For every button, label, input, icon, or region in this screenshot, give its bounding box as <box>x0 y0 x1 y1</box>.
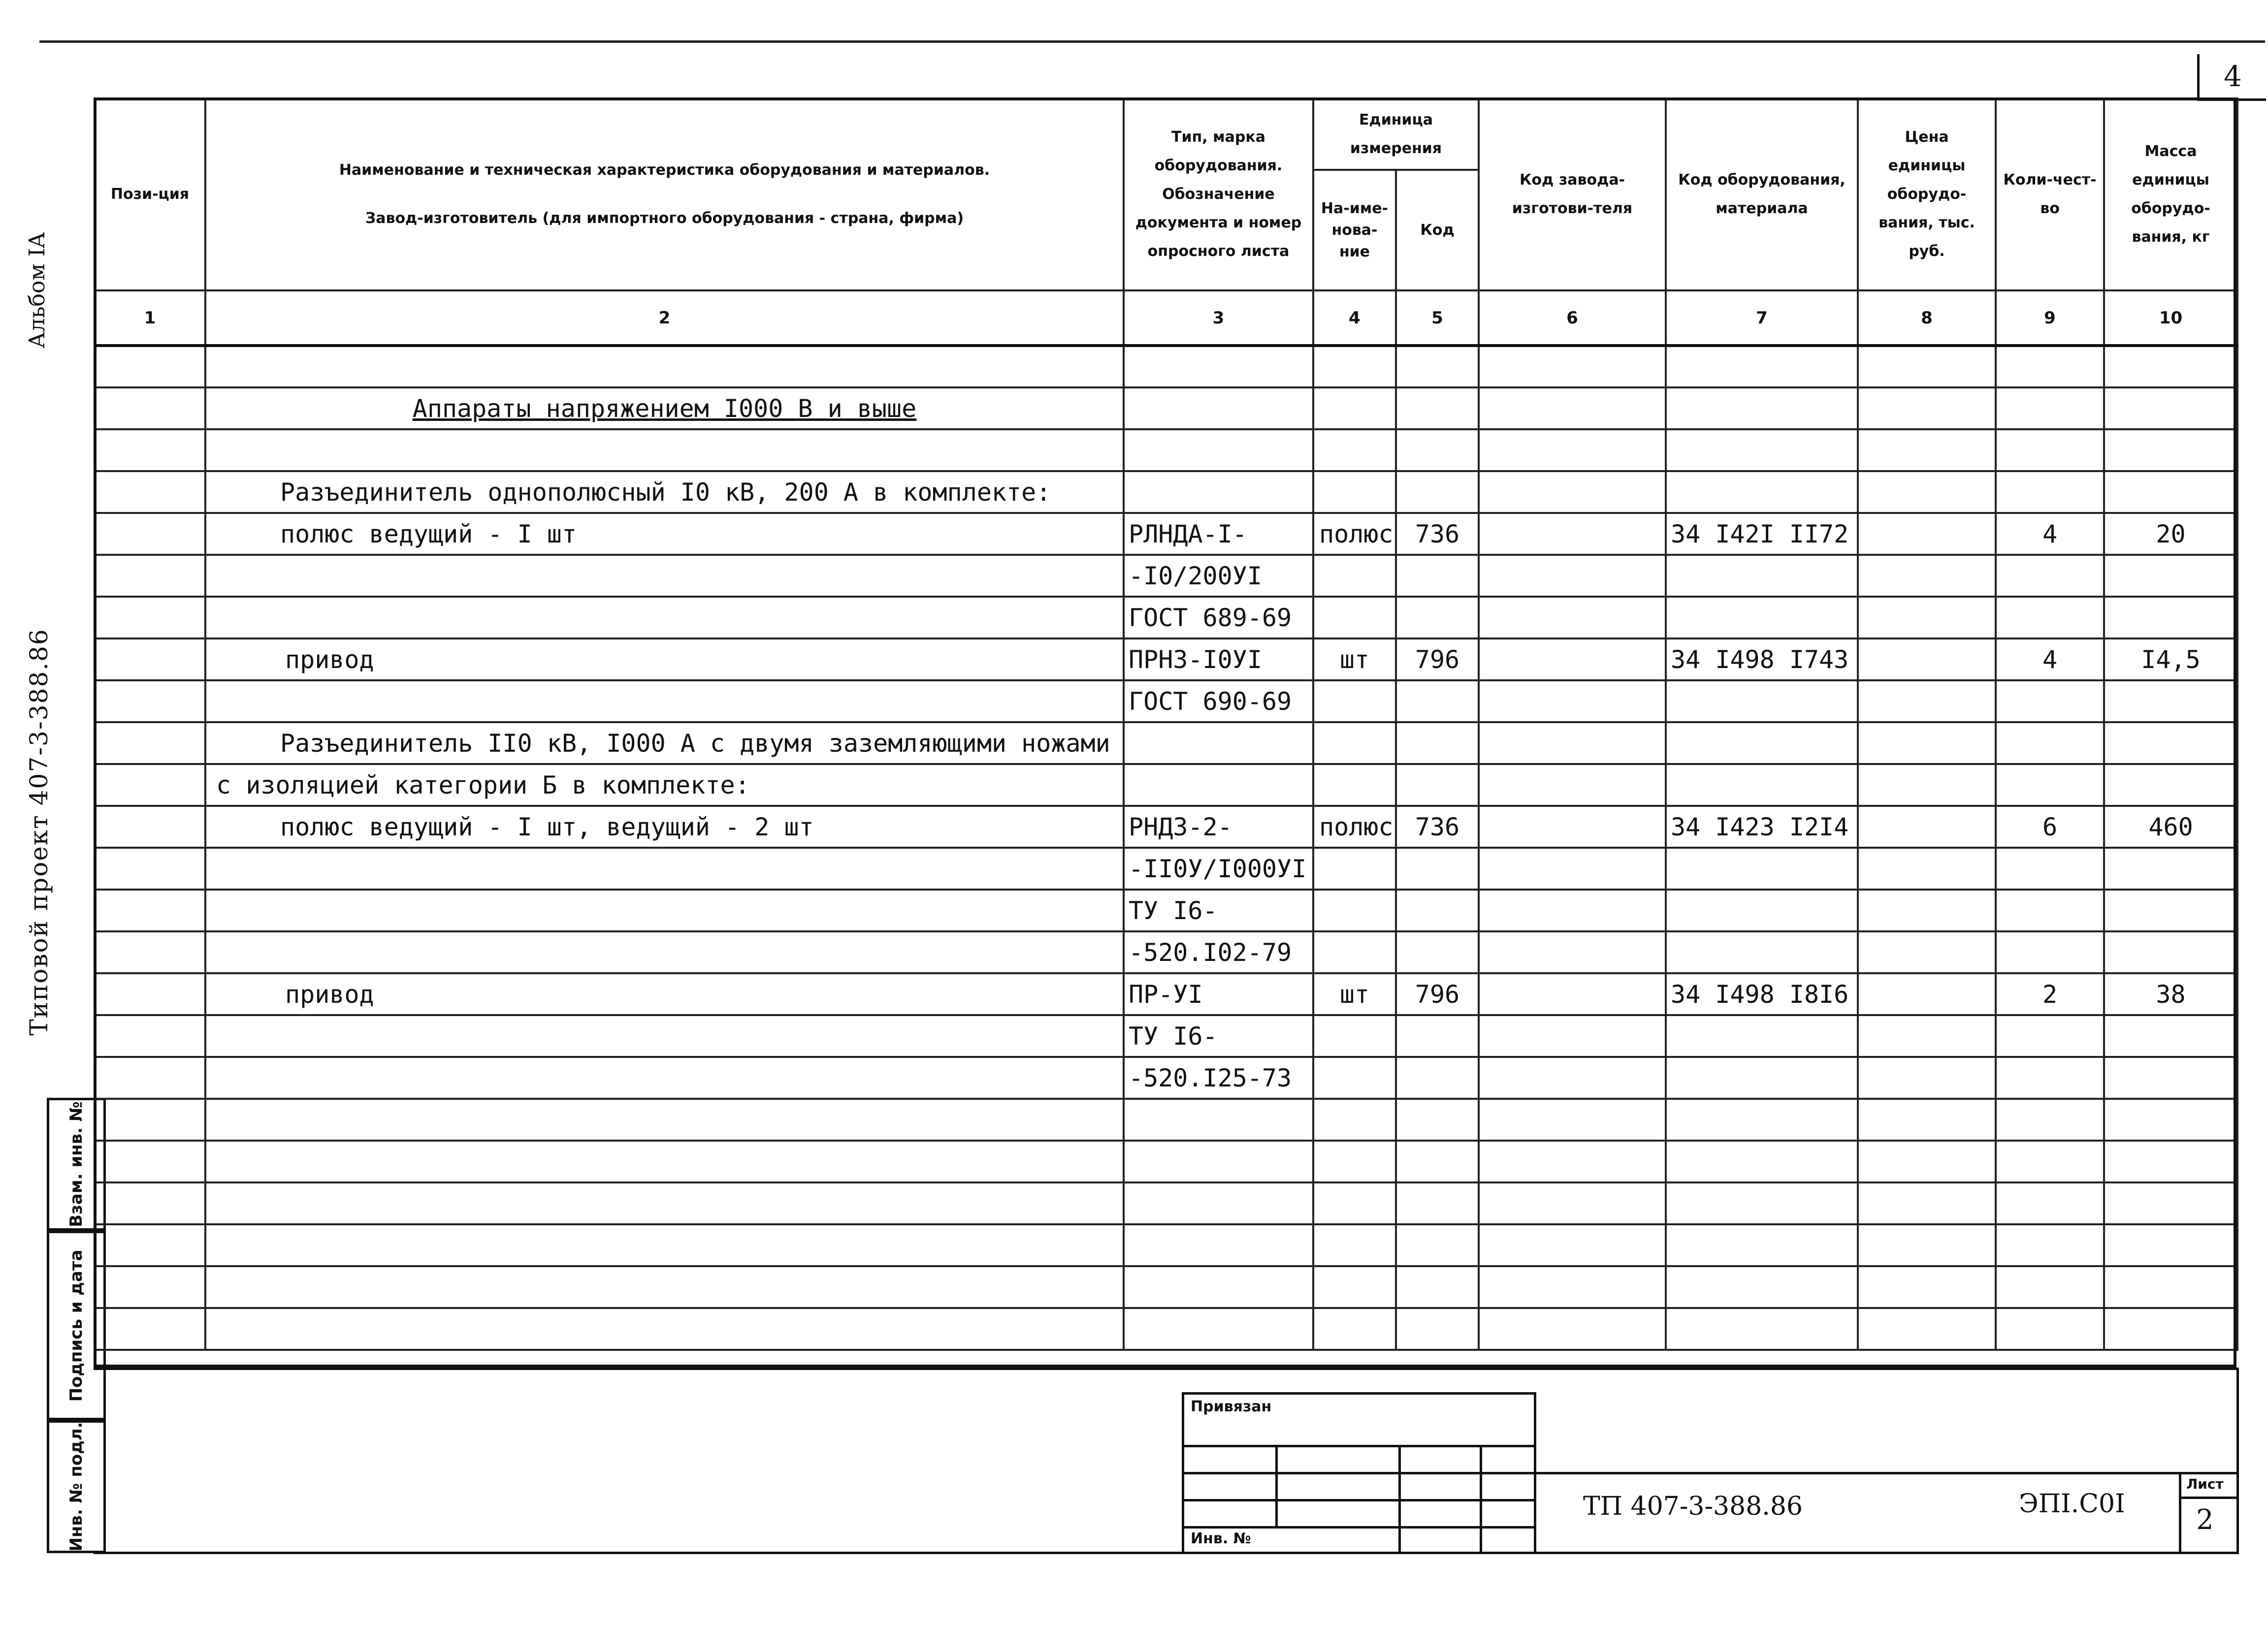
cell-type: -I0/200УI <box>1124 555 1313 597</box>
cell-unit: шт <box>1313 638 1396 680</box>
cell-type: ТУ I6- <box>1124 890 1313 931</box>
column-number: 8 <box>1858 290 1996 346</box>
cell-type: -520.I02-79 <box>1124 931 1313 973</box>
header-factory-code: Код завода-изготови-теля <box>1479 98 1666 290</box>
cell-mass: 20 <box>2104 513 2237 555</box>
cell-ucode: 796 <box>1396 973 1479 1015</box>
title-block-bottom-line <box>94 1552 2236 1554</box>
column-number: 9 <box>1996 290 2104 346</box>
cell-type: -520.I25-73 <box>1124 1057 1313 1099</box>
cell-ecode: 34 I498 I743 <box>1666 638 1858 680</box>
cell-ucode: 736 <box>1396 513 1479 555</box>
cell-mass: 38 <box>2104 973 2237 1015</box>
column-number: 1 <box>95 290 205 346</box>
inv-podl-label: Инв. № подл. <box>66 1422 86 1552</box>
code-line <box>1536 1472 2236 1474</box>
cell-type: ГОСТ 689-69 <box>1124 597 1313 638</box>
cell-ucode: 796 <box>1396 638 1479 680</box>
column-number: 4 <box>1313 290 1396 346</box>
cell-qty: 2 <box>1996 973 2104 1015</box>
sheet-code: ЭПI.С0I <box>2019 1489 2125 1519</box>
cell-unit: полюс <box>1313 513 1396 555</box>
bound-line-3 <box>1182 1499 1536 1501</box>
vzam-inv-label: Взам. инв. № <box>66 1101 86 1227</box>
sheet-label: Лист <box>2186 1476 2224 1492</box>
title-block-top-line <box>94 1368 2236 1370</box>
column-number: 10 <box>2104 290 2237 346</box>
project-label: Типовой проект 407-3-388.86 <box>25 628 53 1036</box>
top-rule <box>39 40 2265 43</box>
header-name-line1: Наименование и техническая характеристика оборудования и материалов. <box>339 161 990 179</box>
cell-ecode: 34 I498 I8I6 <box>1666 973 1858 1015</box>
cell-qty: 6 <box>1996 806 2104 848</box>
cell-qty: 4 <box>1996 513 2104 555</box>
inv-podl-box <box>47 1420 106 1553</box>
cell-type: ПРНЗ-I0УI <box>1124 638 1313 680</box>
header-name-line2: Завод-изготовитель (для импортного оборудования - страна, фирма) <box>365 210 964 227</box>
table-frame <box>94 97 2236 1368</box>
bound-vline-2 <box>1398 1445 1401 1554</box>
header-type: Тип, марка оборудования. Обозначение документа и номер опросного листа <box>1124 98 1313 290</box>
cell-ucode: 736 <box>1396 806 1479 848</box>
cell-name: привод <box>205 638 1124 680</box>
sheet-box-left <box>2179 1472 2181 1552</box>
cell-type: ТУ I6- <box>1124 1015 1313 1057</box>
header-price: Цена единицы оборудо-вания, тыс. руб. <box>1858 98 1996 290</box>
cell-name: Разъединитель II0 кВ, I000 А с двумя заземляющими ножами <box>205 722 1124 764</box>
column-number: 6 <box>1479 290 1666 346</box>
cell-type: РНДЗ-2- <box>1124 806 1313 848</box>
bound-vline-3 <box>1480 1445 1482 1554</box>
bound-line-4 <box>1182 1526 1536 1529</box>
cell-name: Аппараты напряжением I000 В и выше <box>205 387 1124 429</box>
cell-mass: 460 <box>2104 806 2237 848</box>
cell-qty: 4 <box>1996 638 2104 680</box>
cell-name: полюс ведущий - I шт <box>205 513 1124 555</box>
sheet-number: 2 <box>2196 1504 2214 1536</box>
cell-name: привод <box>205 973 1124 1015</box>
bound-line-2 <box>1182 1472 1536 1474</box>
cell-name: Разъединитель однополюсный I0 кВ, 200 А в комплекте: <box>205 471 1124 513</box>
sheet-corner-number: 4 <box>2197 54 2266 101</box>
column-number: 7 <box>1666 290 1858 346</box>
cell-ecode: 34 I42I II72 <box>1666 513 1858 555</box>
column-number: 3 <box>1124 290 1313 346</box>
cell-name: с изоляцией категории Б в комплекте: <box>205 764 1124 806</box>
cell-type: РЛНДА-I- <box>1124 513 1313 555</box>
inv-label: Инв. № <box>1191 1530 1251 1547</box>
header-unit-code: Код <box>1396 170 1479 290</box>
title-block-right-line <box>2236 1368 2239 1554</box>
cell-type: ГОСТ 690-69 <box>1124 680 1313 722</box>
bound-label: Привязан <box>1191 1398 1272 1415</box>
cell-unit: шт <box>1313 973 1396 1015</box>
header-unit-name: На-име-нова-ние <box>1313 170 1396 290</box>
column-number: 2 <box>205 290 1124 346</box>
archive-label: Альбом IA <box>25 232 50 349</box>
cell-mass: I4,5 <box>2104 638 2237 680</box>
header-equip-code: Код оборудования, материала <box>1666 98 1858 290</box>
sheet-box-mid <box>2179 1497 2236 1499</box>
bound-vline-1 <box>1275 1445 1278 1526</box>
cell-ecode: 34 I423 I2I4 <box>1666 806 1858 848</box>
cell-name: полюс ведущий - I шт, ведущий - 2 шт <box>205 806 1124 848</box>
signature-date-label: Подпись и дата <box>66 1249 86 1402</box>
doc-code: ТП 407-3-388.86 <box>1583 1492 1803 1521</box>
bound-line-1 <box>1182 1445 1536 1447</box>
column-number: 5 <box>1396 290 1479 346</box>
header-mass: Масса единицы оборудо-вания, кг <box>2104 98 2237 290</box>
header-qty: Коли-чест-во <box>1996 98 2104 290</box>
header-unit: Единица измерения <box>1313 98 1479 170</box>
cell-type: -II0У/I000УI <box>1124 848 1313 890</box>
cell-unit: полюс <box>1313 806 1396 848</box>
cell-type: ПР-УI <box>1124 973 1313 1015</box>
header-pos: Пози-ция <box>95 98 205 290</box>
